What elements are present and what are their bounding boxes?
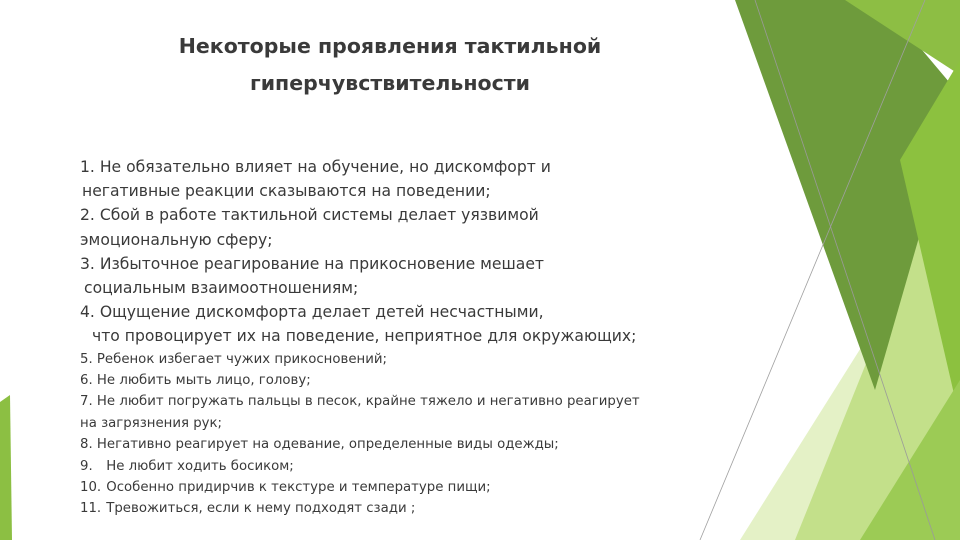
list-item-numbered [80, 456, 640, 477]
item-text: Не любит ходить босиком; [106, 458, 294, 474]
list-item-numbered [80, 498, 640, 519]
list-line: 7. Не любит погружать пальцы в песок, крайне тяжело и негативно реагирует [80, 394, 640, 410]
list-line: 6. Не любить мыть лицо, голову; [80, 373, 311, 389]
list-line: 3. Избыточное реагирование на прикосновение мешает [80, 254, 545, 273]
list-item-numbered [80, 477, 640, 498]
list-line: 8. Негативно реагирует на одевание, определенные виды одежды; [80, 437, 559, 453]
list-line: негативные реакции сказываются на поведении; [82, 182, 491, 201]
list-line: 4. Ощущение дискомфорта делает детей несчастными, [80, 303, 544, 322]
list-line: что провоцирует их на поведение, неприятное для окружающих; [92, 327, 637, 346]
item-number: 10. [80, 480, 102, 496]
list-line: социальным взаимоотношениям; [84, 279, 359, 298]
list-line: эмоциональную сферу; [80, 230, 273, 249]
symptom-list [80, 155, 640, 520]
item-text: Особенно придирчив к текстуре и температуре пищи; [106, 480, 491, 496]
list-line: 5. Ребенок избегает чужих прикосновений; [80, 351, 387, 367]
item-text: Тревожиться, если к нему подходят сзади ; [106, 501, 416, 517]
list-line: на загрязнения рук; [80, 415, 223, 431]
title-line-1: Некоторые проявления тактильной [178, 34, 602, 58]
slide-title [110, 28, 670, 102]
title-line-2: гиперчувствительности [249, 71, 530, 95]
item-number: 9. [80, 458, 93, 474]
list-line: 1. Не обязательно влияет на обучение, но дискомфорт и [80, 158, 551, 176]
list-line: 2. Сбой в работе тактильной системы делает уязвимой [80, 206, 539, 225]
item-number: 11. [80, 501, 102, 517]
deco-shard-left [0, 395, 12, 540]
